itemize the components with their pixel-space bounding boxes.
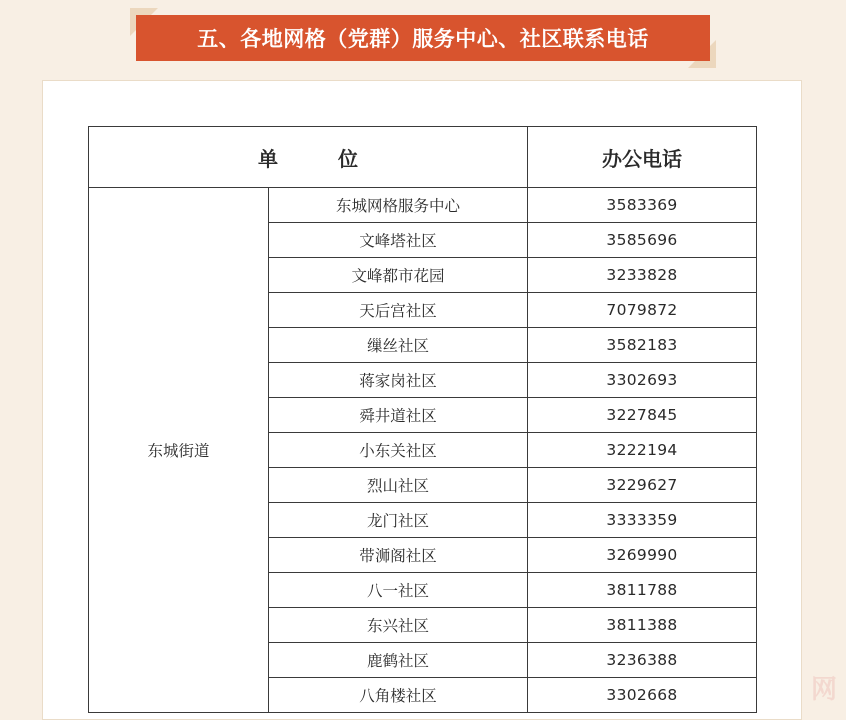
office-phone: 3233828: [528, 258, 757, 293]
office-phone: 3811788: [528, 573, 757, 608]
unit-name: 八角楼社区: [269, 678, 528, 713]
office-phone: 3269990: [528, 538, 757, 573]
unit-name: 鹿鹤社区: [269, 643, 528, 678]
office-phone: 3811388: [528, 608, 757, 643]
header-phone: 办公电话: [528, 127, 757, 188]
office-phone: 3333359: [528, 503, 757, 538]
office-phone: 3302693: [528, 363, 757, 398]
unit-name: 烈山社区: [269, 468, 528, 503]
unit-name: 缫丝社区: [269, 328, 528, 363]
unit-name: 天后宫社区: [269, 293, 528, 328]
contact-table: [88, 126, 757, 713]
section-title: 五、各地网格（党群）服务中心、社区联系电话: [197, 27, 649, 51]
office-phone: 3229627: [528, 468, 757, 503]
office-phone: 3222194: [528, 433, 757, 468]
unit-name: 舜井道社区: [269, 398, 528, 433]
unit-name: 文峰都市花园: [269, 258, 528, 293]
office-phone: 3582183: [528, 328, 757, 363]
office-phone: 3236388: [528, 643, 757, 678]
office-phone: 3302668: [528, 678, 757, 713]
banner-background: [136, 15, 710, 61]
office-phone: 3227845: [528, 398, 757, 433]
office-phone: 7079872: [528, 293, 757, 328]
header-unit: 单 位: [89, 127, 528, 188]
watermark: 网: [810, 675, 838, 705]
office-phone: 3585696: [528, 223, 757, 258]
office-phone: 3583369: [528, 188, 757, 223]
unit-name: 小东关社区: [269, 433, 528, 468]
unit-name: 蒋家岗社区: [269, 363, 528, 398]
table-row: [89, 188, 757, 223]
unit-name: 龙门社区: [269, 503, 528, 538]
unit-name: 带浉阁社区: [269, 538, 528, 573]
unit-name: 文峰塔社区: [269, 223, 528, 258]
section-banner: [130, 8, 716, 68]
subdistrict-name: 东城街道: [89, 188, 269, 713]
unit-name: 东兴社区: [269, 608, 528, 643]
table-header-row: [89, 127, 757, 188]
unit-name: 东城网格服务中心: [269, 188, 528, 223]
unit-name: 八一社区: [269, 573, 528, 608]
